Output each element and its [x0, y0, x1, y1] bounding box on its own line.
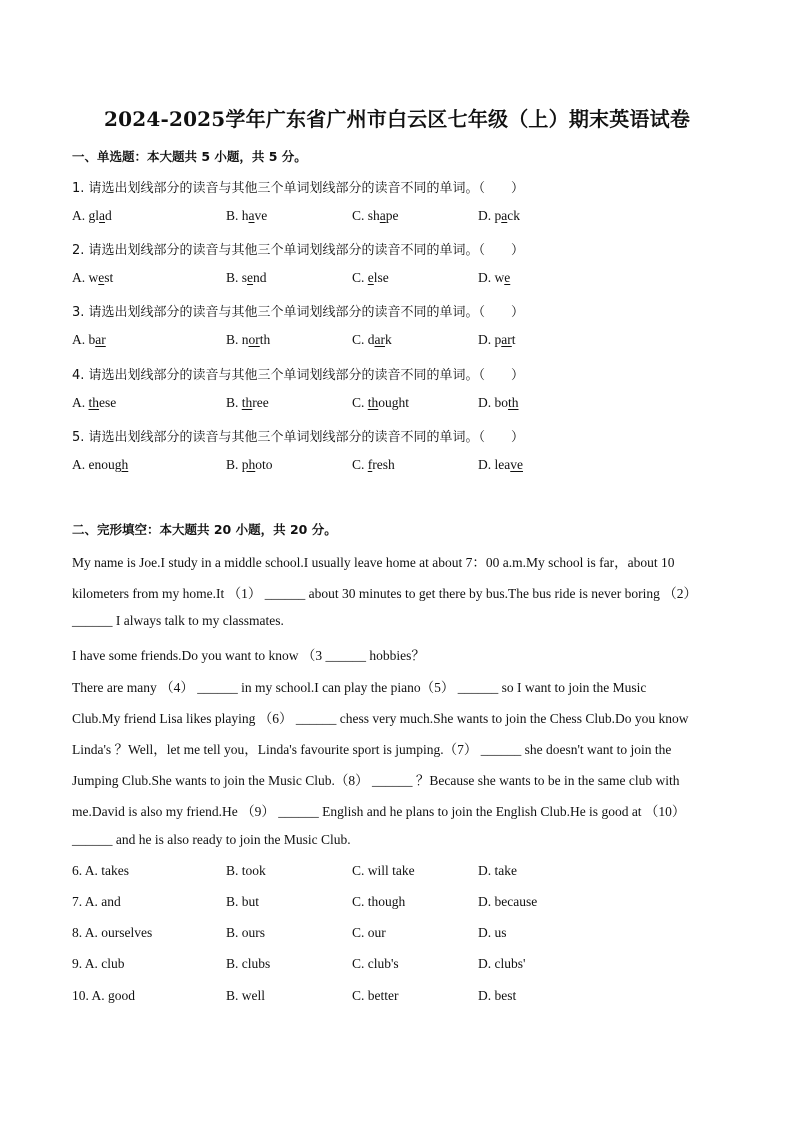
option-b[interactable]: B. send: [226, 270, 267, 285]
option-c[interactable]: C. though: [352, 894, 406, 909]
option-d[interactable]: D. clubs': [478, 956, 526, 971]
option-b[interactable]: B. ours: [226, 925, 266, 940]
question-3-stem: 3. 请选出划线部分的读音与其他三个单词划线部分的读音不同的单词。（ ）: [72, 305, 525, 320]
option-d[interactable]: D. both: [478, 395, 519, 410]
choice-row-7: [72, 894, 632, 912]
option-d[interactable]: D. leave: [478, 457, 523, 472]
option-c[interactable]: C. club's: [352, 956, 399, 971]
question-5-options: [72, 457, 632, 475]
option-c[interactable]: C. else: [352, 270, 389, 285]
option-d[interactable]: D. take: [478, 863, 517, 878]
section2-heading: 二、完形填空：本大题共 20 小题，共 20 分。: [72, 522, 337, 537]
option-a[interactable]: A. glad: [72, 208, 112, 223]
option-c[interactable]: C. our: [352, 925, 386, 940]
option-c[interactable]: C. fresh: [352, 457, 395, 472]
question-3-options: [72, 332, 632, 350]
option-c[interactable]: C. shape: [352, 208, 399, 223]
option-a[interactable]: 9. A. club: [72, 956, 125, 971]
option-a[interactable]: A. enough: [72, 457, 129, 472]
option-c[interactable]: C. dark: [352, 332, 392, 347]
option-b[interactable]: B. north: [226, 332, 271, 347]
question-2-stem: 2. 请选出划线部分的读音与其他三个单词划线部分的读音不同的单词。（ ）: [72, 243, 525, 258]
option-a[interactable]: A. west: [72, 270, 114, 285]
question-number: 9.: [72, 956, 85, 971]
passage-line: Jumping Club.She wants to join the Music Club.（8） ______ ？Because she wants to be in the same club with: [72, 773, 680, 788]
question-4-options: [72, 395, 632, 413]
passage-line: ______ I always talk to my classmates.: [72, 613, 284, 628]
question-number: 10.: [72, 988, 92, 1003]
option-b[interactable]: B. took: [226, 863, 266, 878]
choice-row-9: [72, 956, 632, 974]
option-d[interactable]: D. because: [478, 894, 538, 909]
option-d[interactable]: D. best: [478, 988, 517, 1003]
passage-line: I have some friends.Do you want to know （3 ______ hobbies？: [72, 648, 425, 663]
option-c[interactable]: C. will take: [352, 863, 415, 878]
question-1-stem: 1. 请选出划线部分的读音与其他三个单词划线部分的读音不同的单词。（ ）: [72, 181, 525, 196]
option-a[interactable]: 8. A. ourselves: [72, 925, 153, 940]
choice-row-8: [72, 925, 632, 943]
option-d[interactable]: D. pack: [478, 208, 520, 223]
option-d[interactable]: D. we: [478, 270, 511, 285]
option-a[interactable]: A. bar: [72, 332, 106, 347]
question-number: 7.: [72, 894, 85, 909]
option-d[interactable]: D. part: [478, 332, 516, 347]
option-b[interactable]: B. but: [226, 894, 260, 909]
option-a[interactable]: 7. A. and: [72, 894, 121, 909]
section1-heading: 一、单选题：本大题共 5 小题，共 5 分。: [72, 149, 307, 164]
option-c[interactable]: C. thought: [352, 395, 410, 410]
question-4-stem: 4. 请选出划线部分的读音与其他三个单词划线部分的读音不同的单词。（ ）: [72, 368, 525, 383]
passage-line: ______ and he is also ready to join the Music Club.: [72, 832, 351, 847]
option-b[interactable]: B. clubs: [226, 956, 271, 971]
question-2-options: [72, 270, 632, 288]
passage-line: me.David is also my friend.He （9） ______ English and he plans to join the English Club.He is good at （10）: [72, 804, 686, 819]
passage-line: kilometers from my home.It （1） ______ about 30 minutes to get there by bus.The bus ride is never boring （2）: [72, 586, 698, 601]
option-d[interactable]: D. us: [478, 925, 507, 940]
passage-line: There are many （4） ______ in my school.I can play the piano（5） ______ so I want to join the Music: [72, 680, 647, 695]
passage-line: Club.My friend Lisa likes playing （6） ______ chess very much.She wants to join the Chess Club.Do you know: [72, 711, 689, 726]
choice-row-10: [72, 988, 632, 1006]
option-b[interactable]: B. three: [226, 395, 269, 410]
exam-title: 2024-2025学年广东省广州市白云区七年级（上）期末英语试卷: [103, 107, 691, 131]
question-number: 6.: [72, 863, 85, 878]
choice-row-6: [72, 863, 632, 881]
question-number: 8.: [72, 925, 85, 940]
question-5-stem: 5. 请选出划线部分的读音与其他三个单词划线部分的读音不同的单词。（ ）: [72, 430, 525, 445]
option-b[interactable]: B. photo: [226, 457, 273, 472]
option-a[interactable]: 6. A. takes: [72, 863, 130, 878]
passage-line: Linda's ？Well，let me tell you，Linda's favourite sport is jumping.（7） ______ she doesn't want to join the: [72, 742, 672, 757]
passage-line: My name is Joe.I study in a middle school.I usually leave home at about 7：00 a.m.My school is far，about 10: [72, 555, 675, 570]
option-c[interactable]: C. better: [352, 988, 399, 1003]
option-a[interactable]: 10. A. good: [72, 988, 136, 1003]
option-b[interactable]: B. have: [226, 208, 268, 223]
question-1-options: [72, 208, 632, 226]
option-a[interactable]: A. these: [72, 395, 117, 410]
option-b[interactable]: B. well: [226, 988, 265, 1003]
